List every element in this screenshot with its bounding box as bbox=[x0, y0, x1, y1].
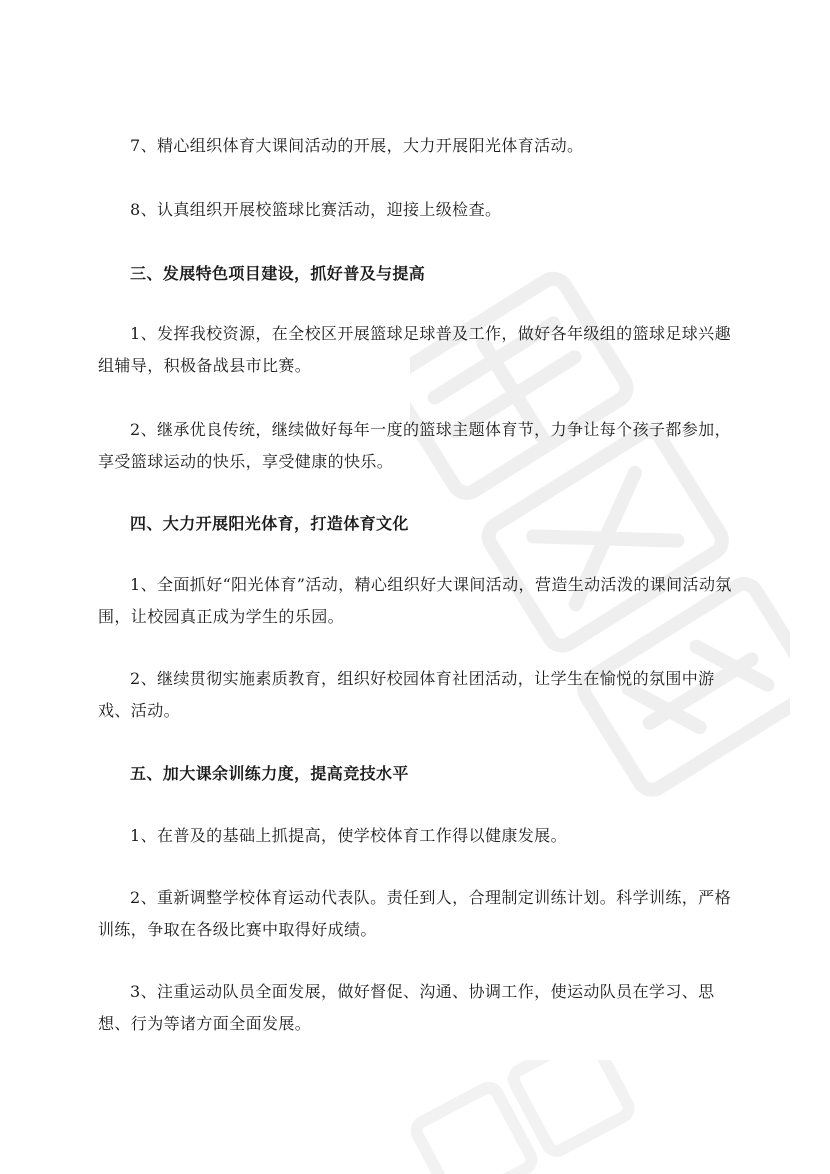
section-heading-5: 五、加大课余训练力度，提高竞技水平 bbox=[130, 764, 409, 783]
paragraph-section4-item-2: 2、继续贯彻实施素质教育，组织好校园体育社团活动，让学生在愉悦的氛围中游戏、活动。 bbox=[98, 669, 715, 720]
section-heading-4: 四、大力开展阳光体育，打造体育文化 bbox=[130, 514, 409, 533]
paragraph-section4-item-1: 1、全面抓好“阳光体育”活动，精心组织好大课间活动，营造生动活泼的课间活动氛围，让校园真正成为学生的乐园。 bbox=[98, 575, 732, 626]
section-heading-3: 三、发展特色项目建设，抓好普及与提高 bbox=[130, 264, 426, 283]
paragraph-item-7: 7、精心组织体育大课间活动的开展，大力开展阳光体育活动。 bbox=[130, 136, 584, 155]
paragraph-section5-item-1: 1、在普及的基础上抓提高，使学校体育工作得以健康发展。 bbox=[130, 826, 567, 845]
paragraph-section3-item-2: 2、继承优良传统，继续做好每年一度的篮球主题体育节，力争让每个孩子都参加，享受篮球运动的快乐，享受健康的快乐。 bbox=[98, 420, 731, 471]
paragraph-section5-item-2: 2、重新调整学校体育运动代表队。责任到人，合理制定训练计划。科学训练，严格训练，争取在各级比赛中取得好成绩。 bbox=[98, 888, 731, 939]
paragraph-item-8: 8、认真组织开展校篮球比赛活动，迎接上级检查。 bbox=[130, 200, 502, 219]
paragraph-section5-item-3: 3、注重运动队员全面发展，做好督促、沟通、协调工作，使运动队员在学习、思想、行为等诸方面全面发展。 bbox=[98, 982, 715, 1033]
watermark-corner-icon bbox=[360, 1060, 660, 1174]
paragraph-section3-item-1: 1、发挥我校资源，在全校区开展篮球足球普及工作，做好各年级组的篮球足球兴趣组辅导，积极备战县市比赛。 bbox=[98, 324, 731, 375]
